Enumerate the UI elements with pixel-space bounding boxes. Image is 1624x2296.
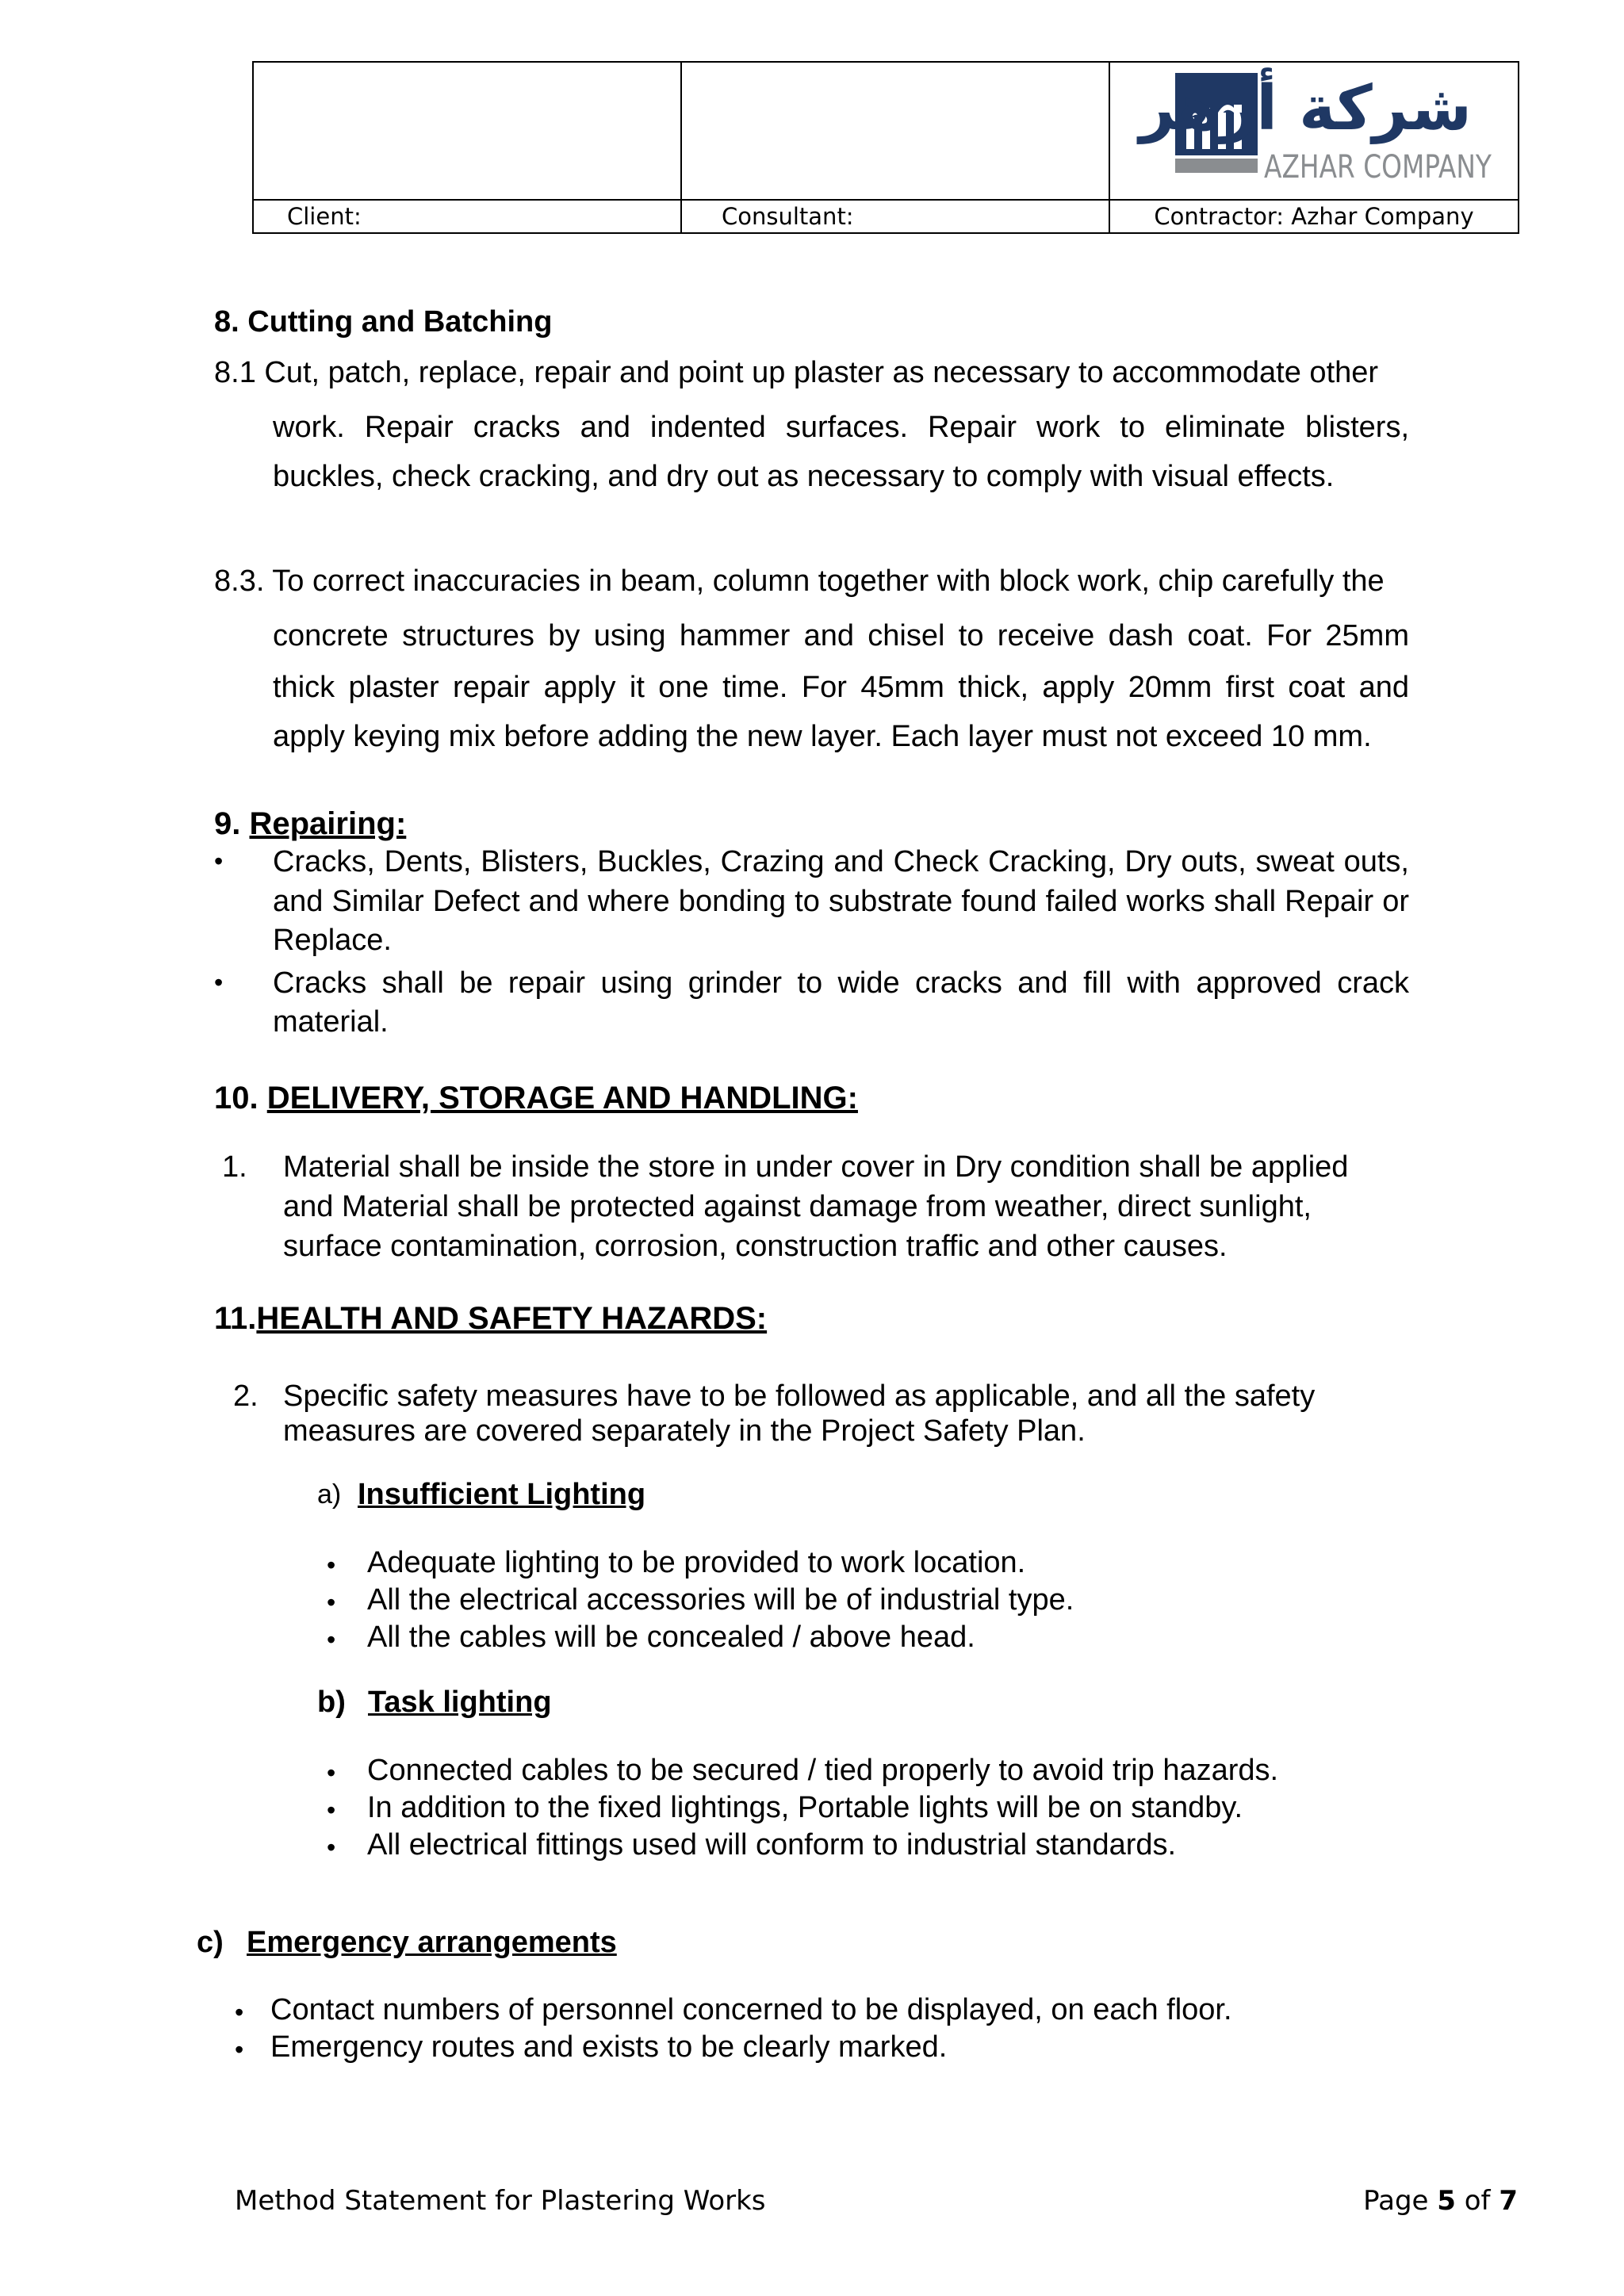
section-11-line-1: Specific safety measures have to be followed as applicable, and all the safety	[283, 1380, 1316, 1413]
section-11-heading	[214, 1301, 767, 1337]
subsection-a-label: a)	[317, 1479, 342, 1510]
bullet-icon: •	[327, 1796, 336, 1824]
bullet-icon: •	[235, 2035, 244, 2064]
section-8-3-line-3: thick plaster repair apply it one time. For 45mm thick, apply 20mm first coat and	[273, 671, 1409, 704]
section-9-bullet-2-line-1: Cracks shall be repair using grinder to wide cracks and fill with approved crack	[273, 966, 1409, 1000]
subsection-c-item-2: Emergency routes and exists to be clearly marked.	[270, 2030, 948, 2064]
logo-english-text: AZHAR COMPANY	[1264, 149, 1492, 186]
subsection-a-item-1: Adequate lighting to be provided to work location.	[367, 1546, 1026, 1579]
subsection-c-title: Emergency arrangements	[247, 1926, 617, 1959]
subsection-b-title: Task lighting	[368, 1686, 552, 1719]
subsection-c-item-1: Contact numbers of personnel concerned to be displayed, on each floor.	[270, 1993, 1232, 2026]
bullet-icon: •	[327, 1588, 336, 1617]
section-10-line-3: surface contamination, corrosion, construction traffic and other causes.	[283, 1230, 1228, 1263]
section-10-heading	[214, 1081, 858, 1116]
section-9-bullet-1-line-2: and Similar Defect and where bonding to substrate found failed works shall Repair or	[273, 885, 1409, 918]
section-10-item-number: 1.	[222, 1150, 247, 1184]
section-8-1-line-1: 8.1 Cut, patch, replace, repair and point up plaster as necessary to accommodate other	[214, 356, 1379, 389]
subsection-b-item-2: In addition to the fixed lightings, Portable lights will be on standby.	[367, 1791, 1243, 1824]
section-9-bullet-1-line-1: Cracks, Dents, Blisters, Buckles, Crazing and Check Cracking, Dry outs, sweat outs,	[273, 845, 1409, 878]
bullet-icon: •	[327, 1625, 336, 1654]
section-9-bullet-1-line-3: Replace.	[273, 924, 392, 957]
page-prefix: Page	[1363, 2185, 1438, 2217]
bullet-icon: •	[235, 1998, 244, 2026]
client-signature-cell	[253, 62, 681, 200]
bullet-icon: •	[327, 1758, 336, 1787]
bullet-icon: •	[214, 847, 224, 875]
section-8-3-line-4: apply keying mix before adding the new layer. Each layer must not exceed 10 mm.	[273, 720, 1372, 753]
consultant-signature-cell	[681, 62, 1109, 200]
section-10-number: 10.	[214, 1081, 267, 1115]
subsection-c-label: c)	[197, 1926, 224, 1959]
section-11-number: 11.	[214, 1301, 257, 1336]
footer-page-number	[1363, 2185, 1518, 2217]
section-8-3-line-2: concrete structures by using hammer and chisel to receive dash coat. For 25mm	[273, 619, 1409, 652]
subsection-b-item-3: All electrical fittings used will conform to industrial standards.	[367, 1828, 1177, 1862]
section-8-1-line-2: work. Repair cracks and indented surfaces. Repair work to eliminate blisters,	[273, 411, 1409, 444]
bullet-icon: •	[214, 968, 224, 997]
section-9-number: 9.	[214, 806, 250, 841]
page-current: 5	[1437, 2185, 1456, 2217]
section-8-3-line-1: 8.3. To correct inaccuracies in beam, column together with block work, chip carefully the	[214, 564, 1385, 598]
subsection-a-item-2: All the electrical accessories will be of industrial type.	[367, 1583, 1074, 1617]
section-9-bullet-2-line-2: material.	[273, 1005, 389, 1039]
section-9-heading	[214, 806, 406, 842]
subsection-a-title: Insufficient Lighting	[358, 1478, 646, 1511]
bullet-icon: •	[327, 1833, 336, 1862]
logo-arabic-text: شركة أزهر	[1139, 73, 1472, 144]
consultant-label: Consultant:	[681, 200, 1109, 233]
section-11-title: HEALTH AND SAFETY HAZARDS:	[256, 1301, 768, 1336]
section-9-title: Repairing:	[249, 806, 407, 841]
subsection-b-label: b)	[317, 1686, 346, 1719]
section-11-item-number: 2.	[233, 1380, 259, 1413]
page-total: 7	[1499, 2185, 1518, 2217]
client-label: Client:	[253, 200, 681, 233]
footer-document-title: Method Statement for Plastering Works	[235, 2185, 766, 2217]
section-11-line-2: measures are covered separately in the Project Safety Plan.	[283, 1414, 1086, 1448]
subsection-b-item-1: Connected cables to be secured / tied properly to avoid trip hazards.	[367, 1754, 1279, 1787]
contractor-label: Contractor: Azhar Company	[1109, 200, 1519, 233]
section-10-line-1: Material shall be inside the store in under cover in Dry condition shall be applied	[283, 1150, 1349, 1184]
section-8-1-line-3: buckles, check cracking, and dry out as necessary to comply with visual effects.	[273, 460, 1335, 493]
page-of: of	[1455, 2185, 1500, 2217]
section-10-line-2: and Material shall be protected against damage from weather, direct sunlight,	[283, 1190, 1312, 1223]
section-10-title: DELIVERY, STORAGE AND HANDLING:	[266, 1081, 858, 1115]
subsection-a-item-3: All the cables will be concealed / above head.	[367, 1621, 975, 1654]
bullet-icon: •	[327, 1551, 336, 1579]
section-8-heading: 8. Cutting and Batching	[214, 305, 553, 339]
